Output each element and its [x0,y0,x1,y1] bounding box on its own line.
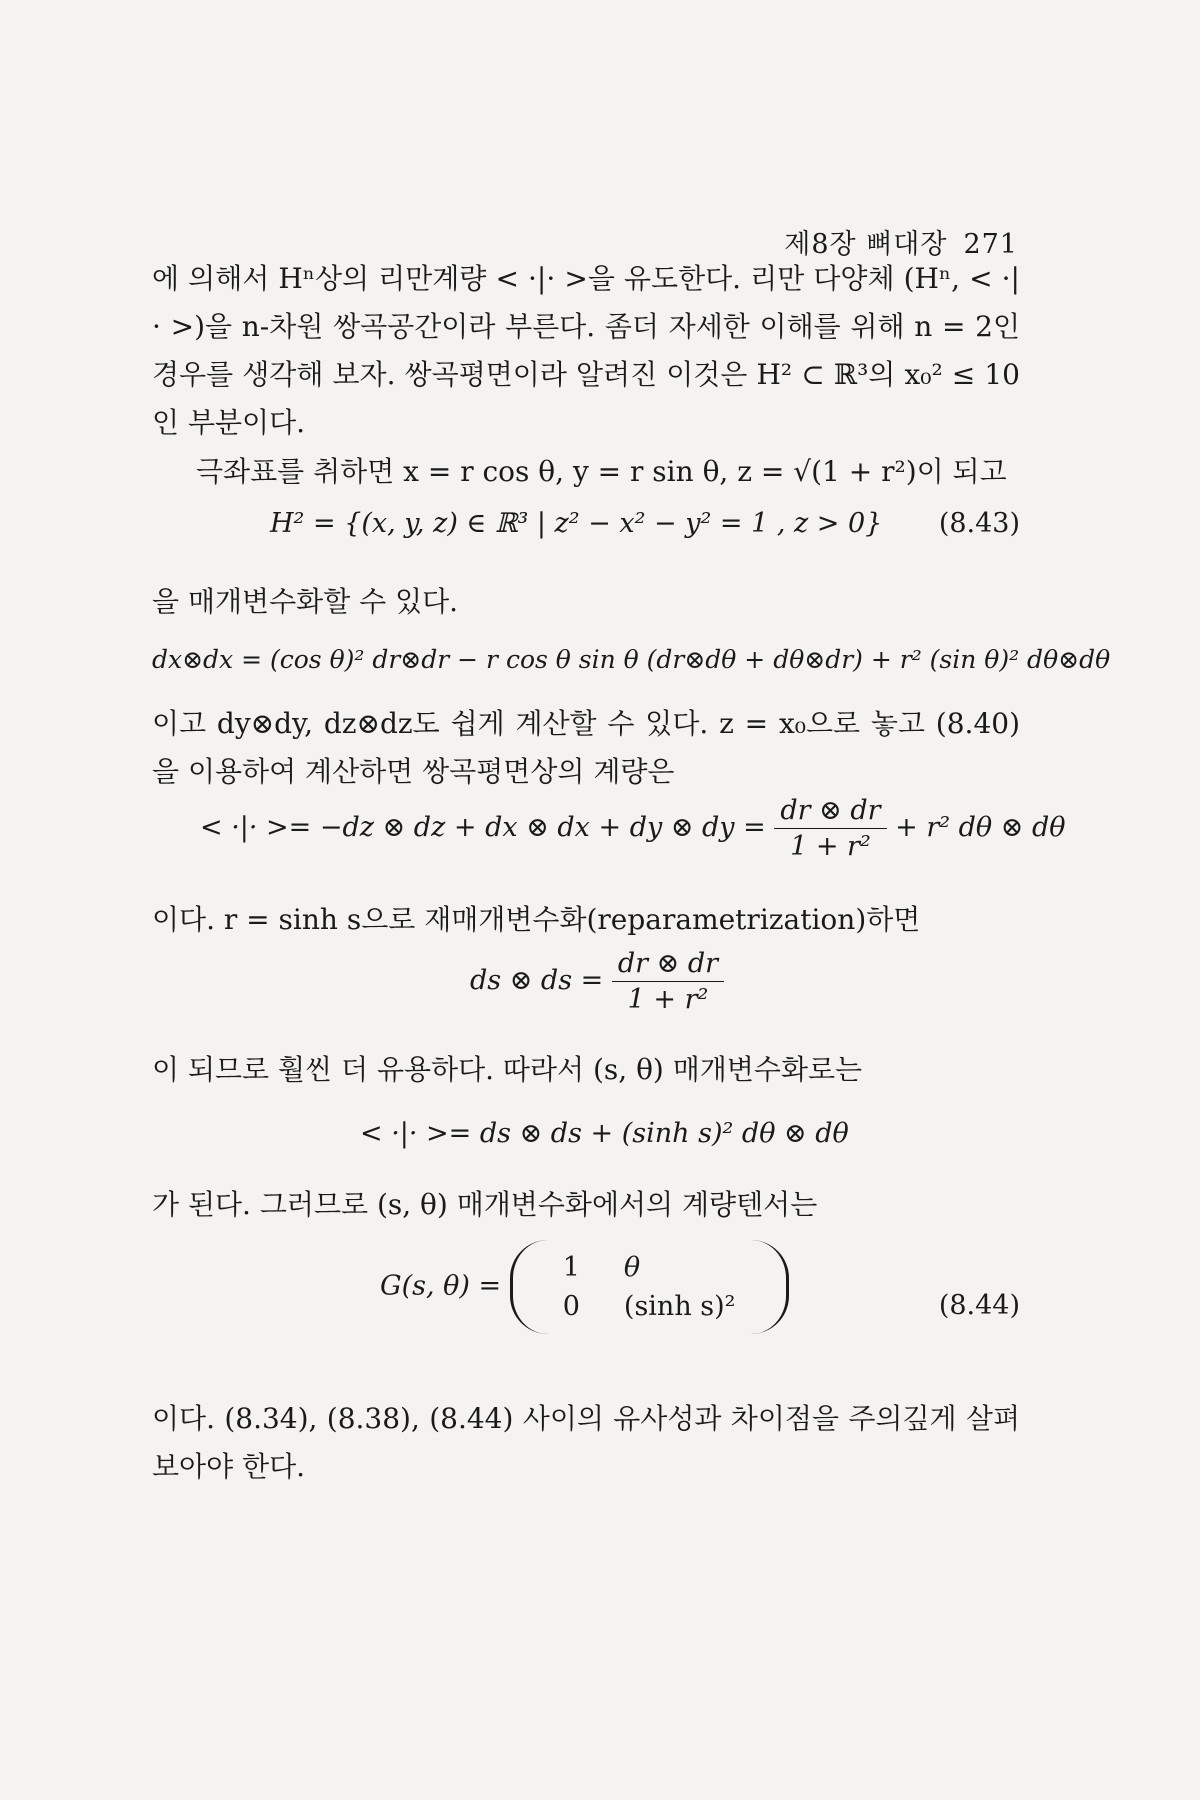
page-number: 271 [963,229,1018,260]
fraction [774,795,886,862]
matrix-cell: 1 [562,1252,580,1283]
text-more-useful: 이 되므로 훨씬 더 유용하다. 따라서 (s, θ) 매개변수화로는 [152,1053,863,1086]
fraction-numerator: dr ⊗ dr [612,948,724,982]
fraction-denominator: 1 + r² [790,831,871,862]
metric-matrix [510,1240,789,1334]
equation-number-8-43: (8.43) [938,508,1020,539]
equation-ds [470,948,724,1015]
text-metric-tensor: 가 된다. 그러므로 (s, θ) 매개변수화에서의 계량텐서는 [152,1188,818,1221]
matrix-cell: 0 [562,1291,580,1322]
paragraph-calculation: 이고 dy⊗dy, dz⊗dz도 쉽게 계산할 수 있다. z = x₀으로 놓고 (8.40)을 이용하여 계산하면 쌍곡평면상의 계량은 [152,707,1020,788]
equation-dxdx: dx⊗dx = (cos θ)² dr⊗dr − r cos θ sin θ (dr⊗dθ + dθ⊗dr) + r² (sin θ)² dθ⊗dθ [152,645,1111,674]
fraction-denominator: 1 + r² [627,984,709,1015]
paragraph-conclusion: 이다. (8.34), (8.38), (8.44) 사이의 유사성과 차이점을 주의깊게 살펴 보아야 한다. [152,1402,1020,1483]
matrix-cell: (sinh s)² [623,1291,736,1322]
ds-lhs: ds ⊗ ds = [470,965,604,996]
metric-lhs: < ·|· >= −dz ⊗ dz + dx ⊗ dx + dy ⊗ dy = [200,812,766,843]
matrix-cell: θ [623,1252,641,1283]
equation-hyperbolic-metric [200,795,1066,862]
metric-rhs: + r² dθ ⊗ dθ [895,812,1066,843]
fraction [612,948,724,1015]
equation-number-8-44: (8.44) [938,1290,1020,1321]
equation-8-44 [380,1240,789,1334]
equation-metric-s-theta: < ·|· >= ds ⊗ ds + (sinh s)² dθ ⊗ dθ [360,1118,849,1149]
paragraph-riemann-metric: 에 의해서 Hⁿ상의 리만계량 < ·|· >을 유도한다. 리만 다양체 (Hⁿ, < ·|· >)을 n-차원 쌍곡공간이라 부른다. 좀더 자세한 이해를 위해 n = 2인 경우를 생각해 보자. 쌍곡평면이라 알려진 이것은 H² ⊂ ℝ³의 x₀² ≤ 10인 부분이다. [152,262,1020,439]
equation-8-43: H² = {(x, y, z) ∈ ℝ³ | z² − x² − y² = 1 , z > 0} [270,508,883,539]
matrix-lhs: G(s, θ) = [380,1270,502,1302]
fraction-numerator: dr ⊗ dr [774,795,886,829]
text-parametrize: 을 매개변수화할 수 있다. [152,585,459,618]
paragraph-polar-coords: 극좌표를 취하면 x = r cos θ, y = r sin θ, z = √(1 + r²)이 되고 [196,455,1007,488]
text-reparametrization: 이다. r = sinh s으로 재매개변수화(reparametrization)하면 [152,903,921,936]
chapter-title: 제8장 뼈대장 [784,229,948,260]
